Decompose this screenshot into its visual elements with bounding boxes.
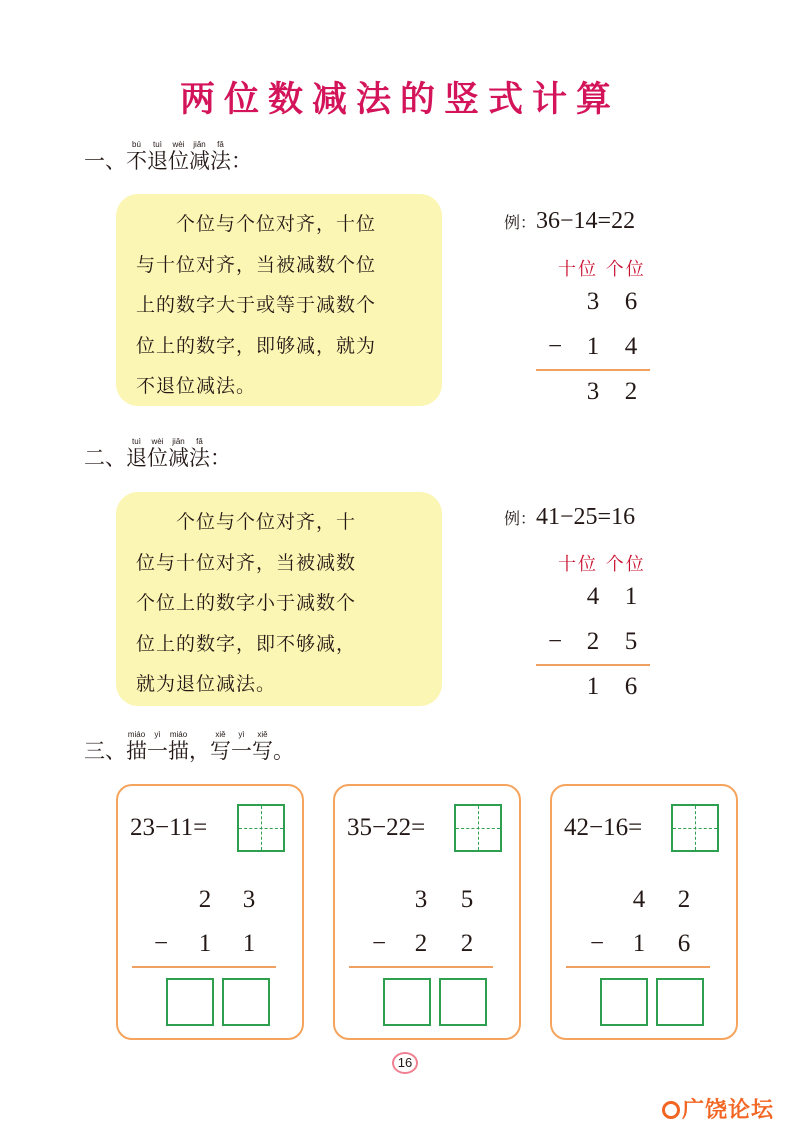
minus-sign: −	[371, 930, 387, 957]
page-title: 两位数减法的竖式计算	[179, 79, 620, 120]
answer-box-ones[interactable]	[222, 978, 270, 1026]
minuend-ones: 5	[460, 886, 474, 913]
sum-line	[566, 966, 710, 968]
section-3-heading: 三、描miáo一yì描miáo，写xiě一yì写xiě。	[84, 730, 294, 763]
rule-line: 个位与个位对齐，十位	[136, 213, 377, 235]
answer-box-ones[interactable]	[656, 978, 704, 1026]
minuend-ones: 2	[677, 886, 691, 913]
subtrahend-tens: 1	[586, 333, 600, 360]
minuend-ones: 6	[624, 288, 638, 315]
subtrahend-tens: 2	[586, 628, 600, 655]
rule-line: 与十位对齐，当被减数个位	[136, 253, 377, 276]
answer-box-tens[interactable]	[600, 978, 648, 1026]
rule-line: 上的数字大于或等于减数个	[136, 294, 377, 316]
result-ones: 2	[624, 378, 638, 405]
subtrahend-tens: 1	[198, 930, 212, 957]
rule-line: 位上的数字，即够减，就为	[136, 334, 377, 357]
minuend-tens: 4	[632, 886, 646, 913]
section-1-heading: 一、不bú退tuì位wèi减jiǎn法fǎ：	[84, 140, 252, 173]
minus-sign: −	[589, 930, 605, 957]
minus-sign: −	[547, 628, 563, 655]
rule-line: 个位与个位对齐，十	[136, 511, 357, 533]
subtrahend-ones: 2	[460, 930, 474, 957]
answer-box-ones[interactable]	[439, 978, 487, 1026]
minuend-tens: 3	[414, 886, 428, 913]
sum-line	[536, 369, 650, 371]
minuend-tens: 2	[198, 886, 212, 913]
sum-line	[132, 966, 276, 968]
rule-line: 位上的数字，即不够减，	[136, 632, 357, 655]
rule-line: 个位上的数字小于减数个	[136, 592, 357, 614]
answer-box-tens[interactable]	[166, 978, 214, 1026]
rule-box-borrow	[116, 492, 442, 706]
answer-grid-box[interactable]	[454, 804, 502, 852]
example-equation: 例：36−14=22	[504, 208, 636, 234]
minuend-ones: 3	[242, 886, 256, 913]
result-tens: 3	[586, 378, 600, 405]
subtrahend-ones: 5	[624, 628, 638, 655]
subtrahend-ones: 6	[677, 930, 691, 957]
minuend-tens: 3	[586, 288, 600, 315]
sum-line	[349, 966, 493, 968]
example-equation: 例：41−25=16	[504, 504, 636, 530]
answer-box-tens[interactable]	[383, 978, 431, 1026]
section-2-heading: 二、退tuì位wèi减jiǎn法fǎ：	[84, 437, 231, 470]
minuend-ones: 1	[624, 583, 638, 610]
watermark: 广饶论坛	[662, 1093, 774, 1124]
result-ones: 6	[624, 673, 638, 700]
answer-grid-box[interactable]	[237, 804, 285, 852]
minuend-tens: 4	[586, 583, 600, 610]
rule-line: 不退位减法。	[136, 375, 257, 397]
rule-line: 位与十位对齐，当被减数	[136, 551, 357, 574]
result-tens: 1	[586, 673, 600, 700]
subtrahend-tens: 1	[632, 930, 646, 957]
minus-sign: −	[153, 930, 169, 957]
exercise-equation: 23−11=	[130, 814, 208, 841]
answer-grid-box[interactable]	[671, 804, 719, 852]
watermark-logo-icon	[662, 1101, 680, 1119]
subtrahend-ones: 4	[624, 333, 638, 360]
sum-line	[536, 664, 650, 666]
exercise-equation: 42−16=	[564, 814, 643, 841]
rule-line: 就为退位减法。	[136, 673, 277, 695]
subtrahend-tens: 2	[414, 930, 428, 957]
rule-box-no-borrow	[116, 194, 442, 406]
page-number: 16	[392, 1052, 418, 1074]
exercise-equation: 35−22=	[347, 814, 426, 841]
ruby-char: 不bú	[126, 140, 147, 173]
place-headers: 十位 个位	[558, 259, 646, 280]
place-headers: 十位 个位	[558, 554, 646, 575]
minus-sign: −	[547, 333, 563, 360]
subtrahend-ones: 1	[242, 930, 256, 957]
